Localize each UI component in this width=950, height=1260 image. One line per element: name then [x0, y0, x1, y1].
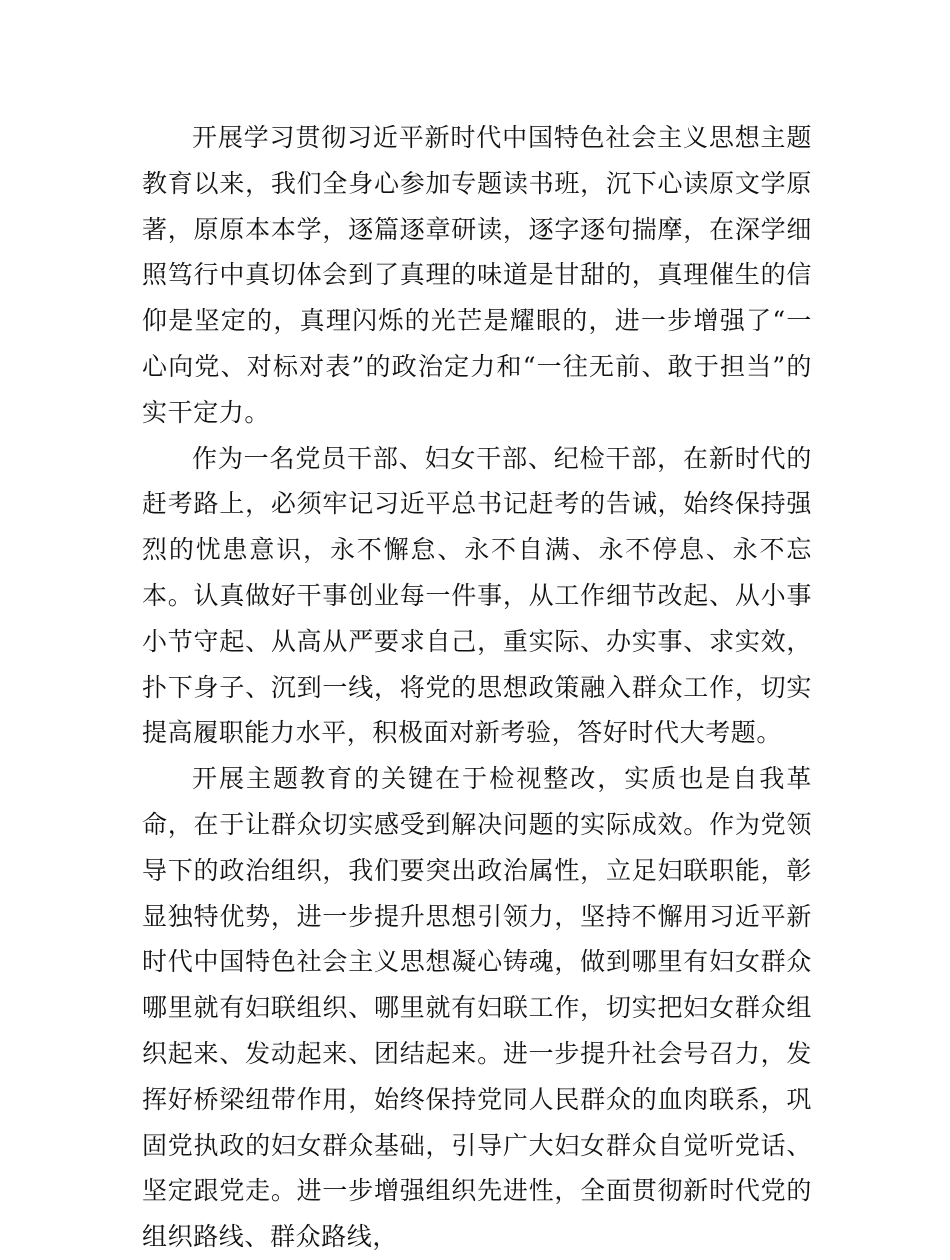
paragraph-2: 作为一名党员干部、妇女干部、纪检干部，在新时代的赶考路上，必须牢记习近平总书记赶考的告诫，始终保持强烈的忧患意识，永不懈怠、永不自满、永不停息、永不忘本。认真做好干事创业每一件事，从工作细节改起、从小事小节守起、从高从严要求自己，重实际、办实事、求实效，扑下身子、沉到一线，将党的思想政策融入群众工作，切实提高履职能力水平，积极面对新考验，答好时代大考题。	[142, 443, 812, 748]
paragraph-1: 开展学习贯彻习近平新时代中国特色社会主义思想主题教育以来，我们全身心参加专题读书班，沉下心读原文学原著，原原本本学，逐篇逐章研读，逐字逐句揣摩，在深学细照笃行中真切体会到了真理的味道是甘甜的，真理催生的信仰是坚定的，真理闪烁的光芒是耀眼的，进一步增强了“一心向党、对标对表”的政治定力和“一往无前、敢于担当”的实干定力。	[142, 123, 812, 427]
paragraph-3: 开展主题教育的关键在于检视整改，实质也是自我革命，在于让群众切实感受到解决问题的实际成效。作为党领导下的政治组织，我们要突出政治属性，立足妇联职能，彰显独特优势，进一步提升思想引领力，坚持不懈用习近平新时代中国特色社会主义思想凝心铸魂，做到哪里有妇女群众哪里就有妇联组织、哪里就有妇联工作，切实把妇女群众组织起来、发动起来、团结起来。进一步提升社会号召力，发挥好桥梁纽带作用，始终保持党同人民群众的血肉联系，巩固党执政的妇女群众基础，引导广大妇女群众自觉听党话、坚定跟党走。进一步增强组织先进性，全面贯彻新时代党的组织路线、群众路线，	[142, 764, 812, 1252]
document-body	[142, 115, 812, 1260]
